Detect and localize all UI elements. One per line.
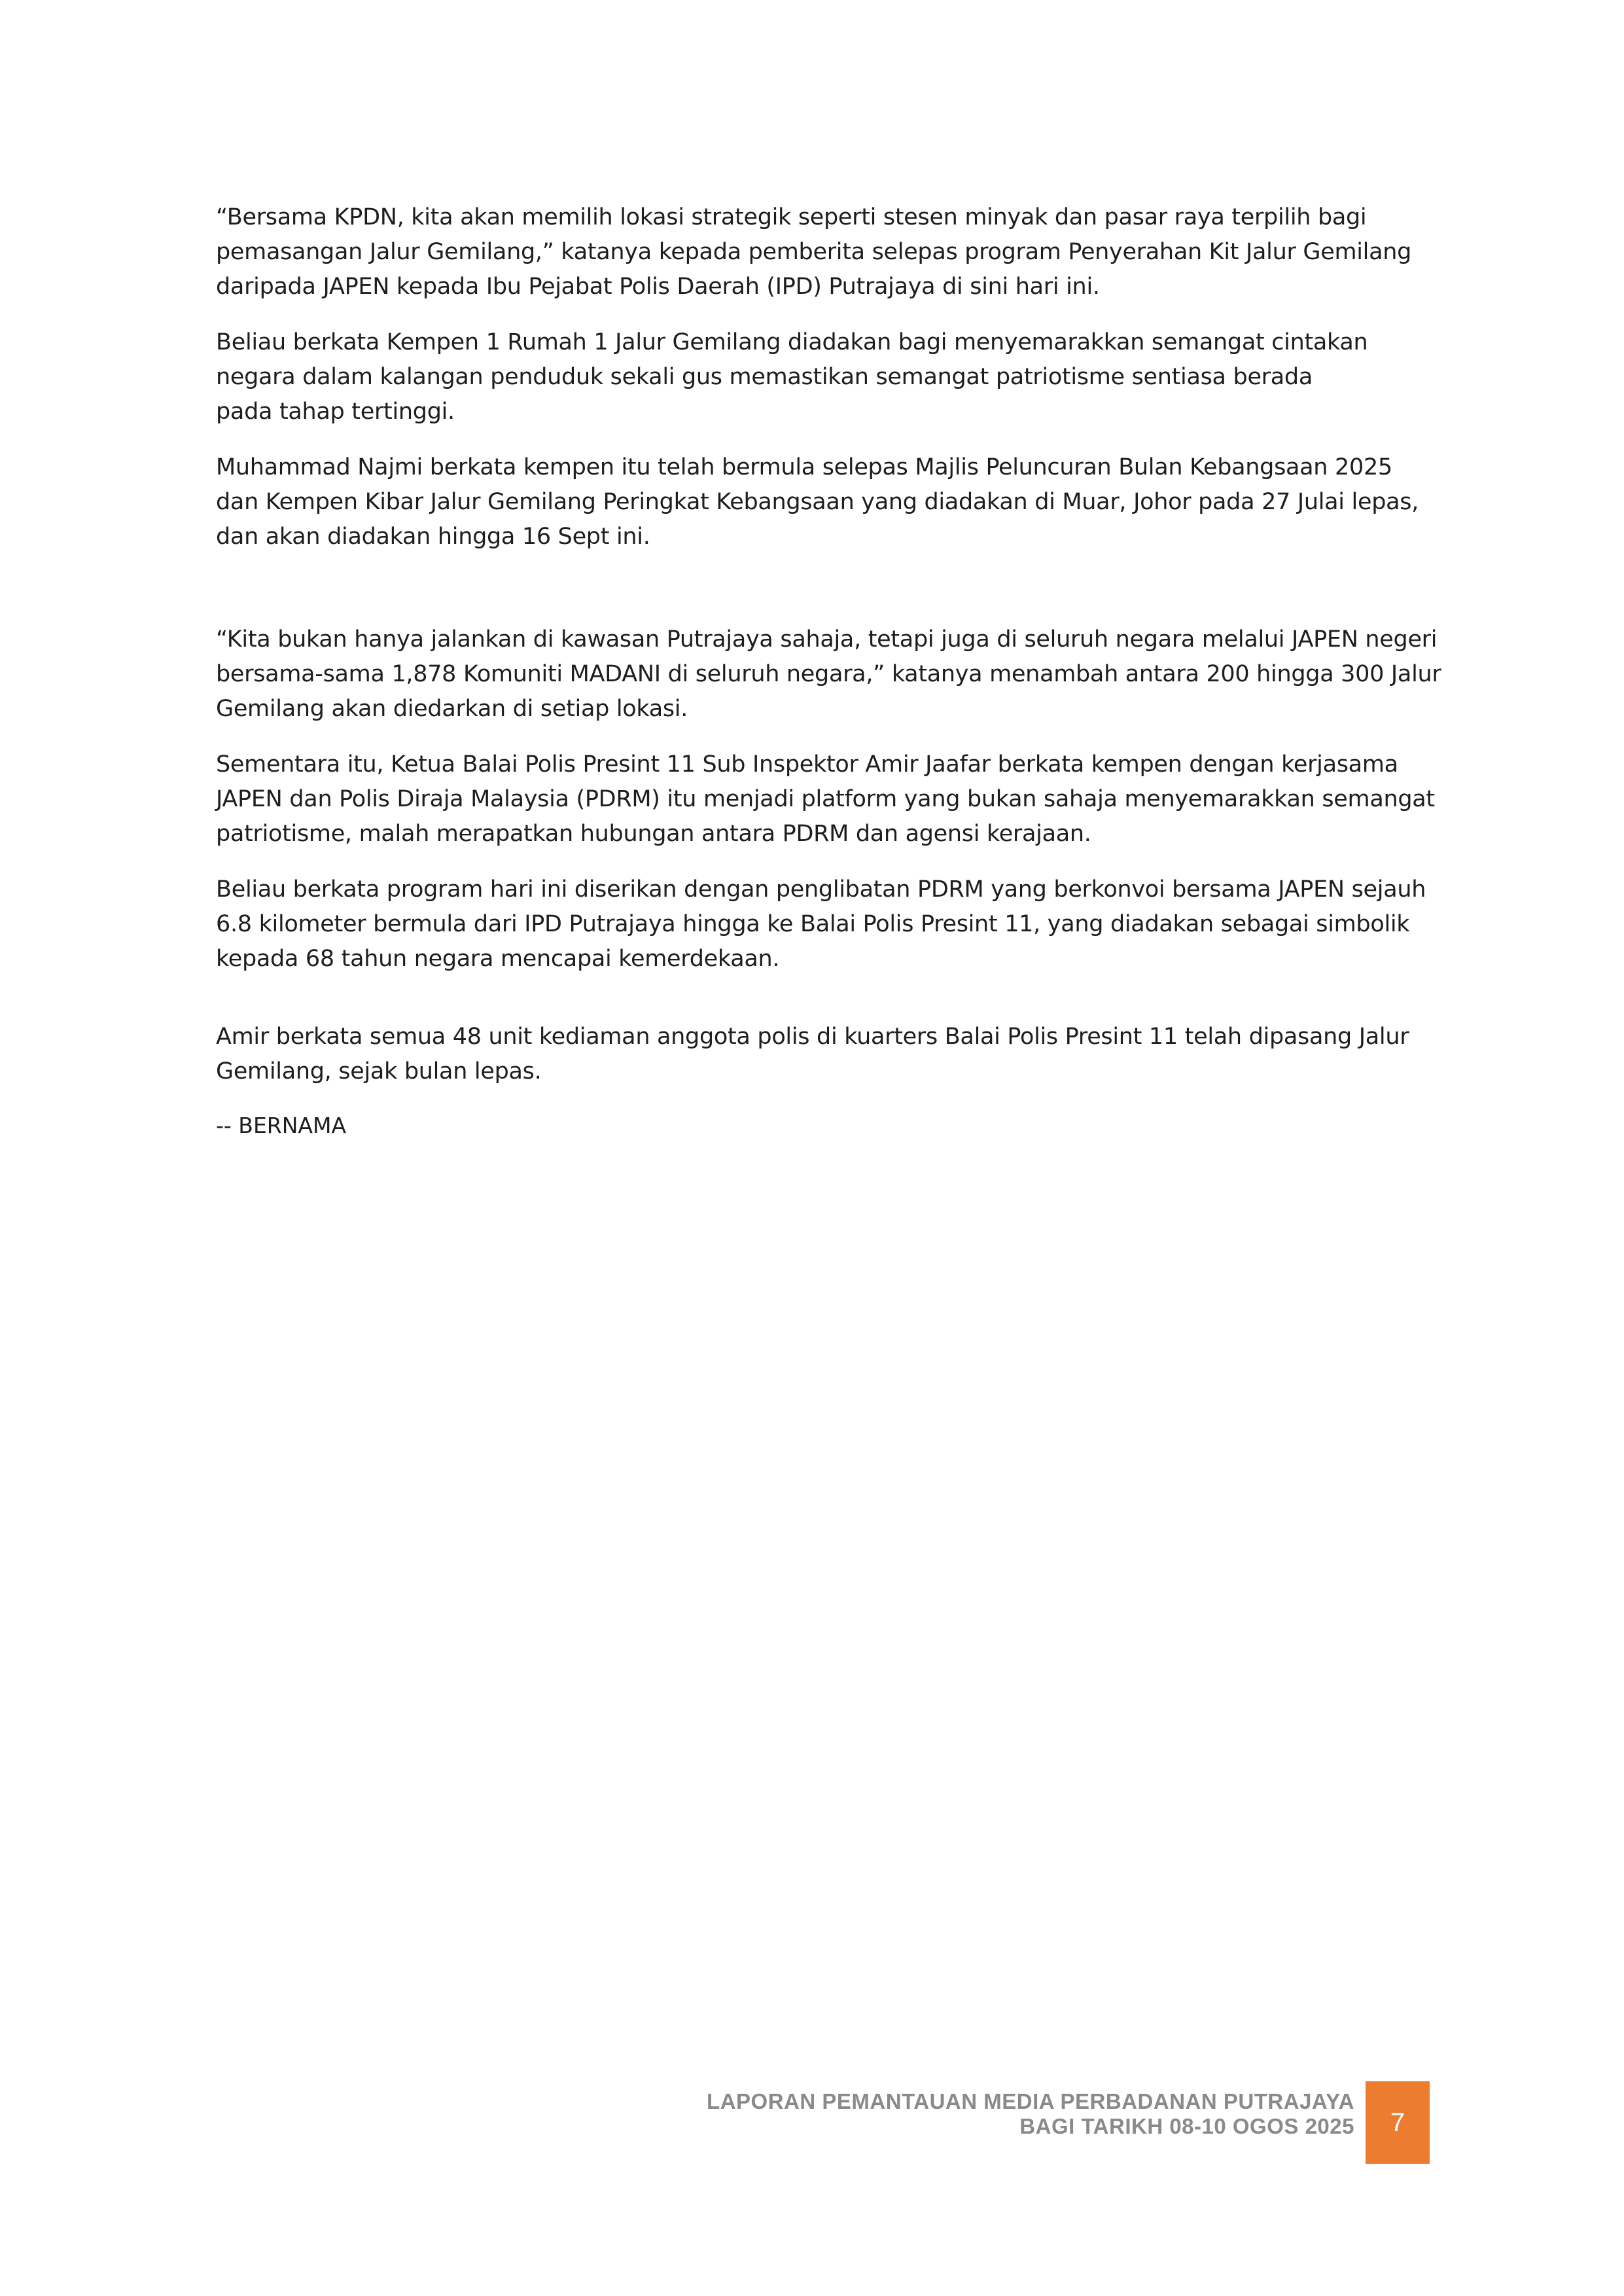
- article-paragraph-7: [216, 1020, 1446, 1089]
- paragraph-line: Muhammad Najmi berkata kempen itu telah bermula selepas Majlis Peluncuran Bulan Kebangsaan 2025: [216, 454, 1392, 480]
- paragraph-line: “Kita bukan hanya jalankan di kawasan Putrajaya sahaja, tetapi juga di seluruh negara melalui JAPEN negeri: [216, 626, 1438, 653]
- article-paragraph-4: [216, 622, 1446, 726]
- paragraph-line: daripada JAPEN kepada Ibu Pejabat Polis Daerah (IPD) Putrajaya di sini hari ini.: [216, 274, 1100, 300]
- paragraph-line: dan Kempen Kibar Jalur Gemilang Peringkat Kebangsaan yang diadakan di Muar, Johor pada 27 Julai lepas,: [216, 489, 1419, 515]
- article-paragraph-6: [216, 872, 1446, 977]
- paragraph-line: Beliau berkata Kempen 1 Rumah 1 Jalur Gemilang diadakan bagi menyemarakkan semangat cintakan: [216, 329, 1368, 355]
- paragraph-line: pemasangan Jalur Gemilang,” katanya kepada pemberita selepas program Penyerahan Kit Jalur Gemilang: [216, 239, 1412, 265]
- article-paragraph-1: [216, 200, 1446, 304]
- article-paragraph-2: [216, 325, 1446, 429]
- paragraph-line: kepada 68 tahun negara mencapai kemerdekaan.: [216, 946, 780, 972]
- footer-date: BAGI TARIKH 08-10 OGOS 2025: [1019, 2114, 1354, 2138]
- article-paragraph-3: [216, 450, 1446, 554]
- paragraph-line: 6.8 kilometer bermula dari IPD Putrajaya hingga ke Balai Polis Presint 11, yang diadakan sebagai simbolik: [216, 911, 1410, 937]
- article-paragraph-5: [216, 747, 1446, 852]
- article-body: [216, 200, 1446, 1141]
- byline: -- BERNAMA: [216, 1113, 347, 1138]
- paragraph-line: pada tahap tertinggi.: [216, 399, 455, 425]
- paragraph-line: JAPEN dan Polis Diraja Malaysia (PDRM) itu menjadi platform yang bukan sahaja menyemarakkan semangat: [216, 786, 1435, 812]
- report-footer: [707, 2089, 1354, 2139]
- paragraph-line: bersama-sama 1,878 Komuniti MADANI di seluruh negara,” katanya menambah antara 200 hingga 300 Jalur: [216, 661, 1441, 687]
- paragraph-line: negara dalam kalangan penduduk sekali gus memastikan semangat patriotisme sentiasa berada: [216, 364, 1313, 390]
- page-number-badge: 7: [1366, 2081, 1430, 2164]
- paragraph-line: Beliau berkata program hari ini diserikan dengan penglibatan PDRM yang berkonvoi bersama JAPEN sejauh: [216, 876, 1426, 903]
- paragraph-line: dan akan diadakan hingga 16 Sept ini.: [216, 524, 650, 550]
- paragraph-line: patriotisme, malah merapatkan hubungan antara PDRM dan agensi kerajaan.: [216, 821, 1091, 847]
- paragraph-line: Gemilang, sejak bulan lepas.: [216, 1058, 542, 1085]
- paragraph-line: Amir berkata semua 48 unit kediaman anggota polis di kuarters Balai Polis Presint 11 telah dipasang Jalur: [216, 1024, 1409, 1050]
- paragraph-line: Gemilang akan diedarkan di setiap lokasi.: [216, 696, 688, 722]
- paragraph-line: “Bersama KPDN, kita akan memilih lokasi strategik seperti stesen minyak dan pasar raya terpilih bagi: [216, 204, 1367, 230]
- footer-title: LAPORAN PEMANTAUAN MEDIA PERBADANAN PUTRAJAYA: [707, 2089, 1354, 2113]
- paragraph-line: Sementara itu, Ketua Balai Polis Presint 11 Sub Inspektor Amir Jaafar berkata kempen dengan kerjasama: [216, 751, 1398, 778]
